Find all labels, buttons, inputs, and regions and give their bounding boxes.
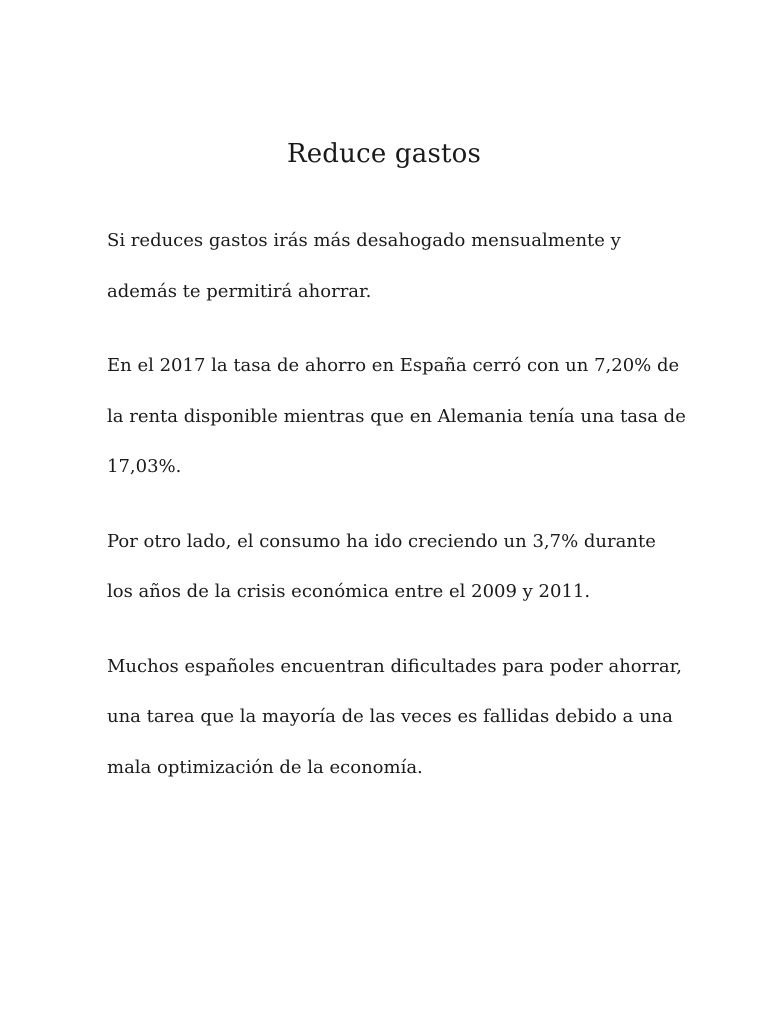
paragraph-line: En el 2017 la tasa de ahorro en España cerró con un 7,20% de — [107, 355, 680, 376]
paragraph-line: una tarea que la mayoría de las veces es fallidas debido a una — [107, 706, 673, 727]
paragraph-1 — [107, 216, 677, 317]
paragraph-line: 17,03%. — [107, 456, 182, 477]
paragraph-line: la renta disponible mientras que en Alemania tenía una tasa de — [107, 405, 686, 427]
paragraph-line: Si reduces gastos irás más desahogado mensualmente y — [107, 230, 621, 251]
page-title: Reduce gastos — [286, 139, 482, 169]
paragraph-line: los años de la crisis económica entre el 2009 y 2011. — [107, 581, 591, 602]
paragraph-line: además te permitirá ahorrar. — [107, 280, 372, 302]
paragraph-3 — [107, 517, 677, 618]
paragraph-line: Muchos españoles encuentran dificultades para poder ahorrar, — [107, 655, 682, 677]
document-body — [107, 216, 686, 817]
paragraph-line: mala optimización de la economía. — [107, 756, 423, 778]
paragraph-2 — [107, 341, 686, 493]
paragraph-4 — [107, 642, 682, 794]
paragraph-line: Por otro lado, el consumo ha ido creciendo un 3,7% durante — [107, 530, 656, 552]
